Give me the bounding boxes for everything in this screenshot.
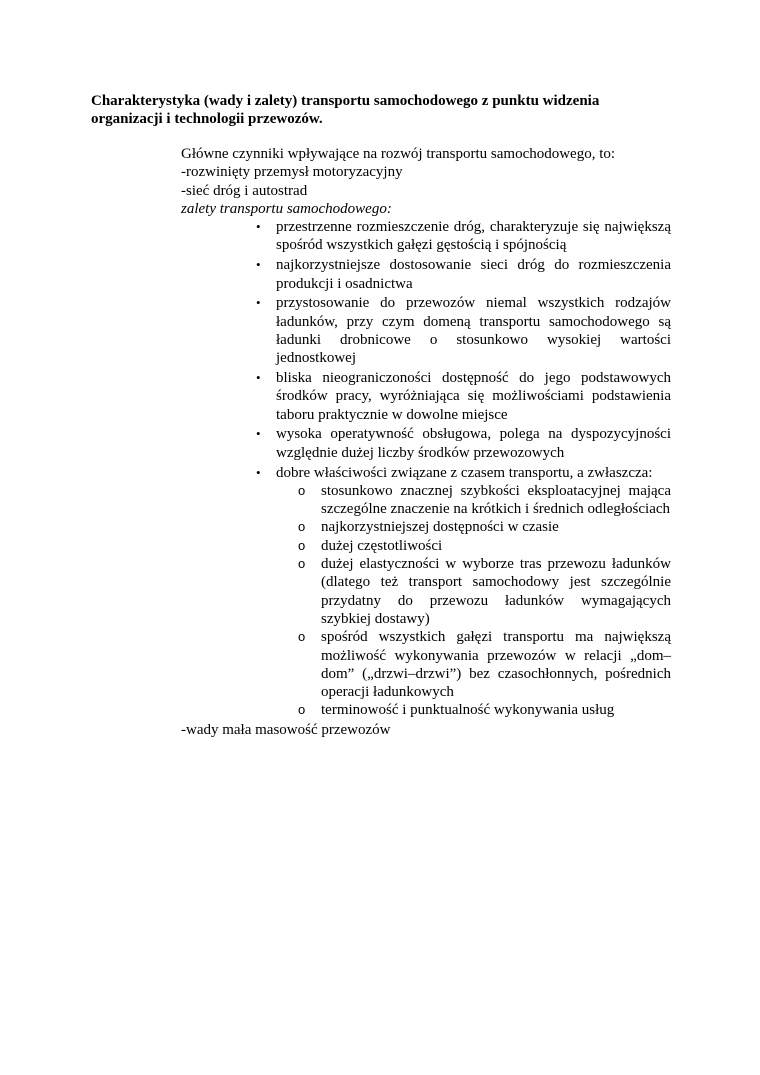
- factor-item: -rozwinięty przemysł motoryzacyjny: [181, 164, 403, 181]
- advantage-item: [256, 218, 671, 255]
- time-properties-list: [276, 482, 671, 720]
- bullet-icon: •: [256, 295, 261, 311]
- advantage-item: [256, 425, 671, 462]
- advantage-text: dobre właściwości związane z czasem transportu, a zwłaszcza:: [276, 464, 653, 481]
- factor-item: -sieć dróg i autostrad: [181, 182, 308, 199]
- advantages-heading: zalety transportu samochodowego:: [181, 200, 392, 217]
- circle-bullet-icon: o: [298, 629, 306, 645]
- time-property-text: spośród wszystkich gałęzi transportu ma największą możliwość wykonywania przewozów w relacji „dom–dom” („drzwi–drzwi”) bez czasochłonnych, pośrednich operacji ładunkowych: [321, 629, 671, 701]
- disadvantages-text: -wady mała masowość przewozów: [181, 722, 391, 739]
- time-property-item: [298, 555, 671, 628]
- time-property-item: [298, 701, 671, 719]
- bullet-icon: •: [256, 370, 261, 386]
- document-body: [181, 145, 671, 740]
- circle-bullet-icon: o: [298, 537, 306, 553]
- advantage-text: przystosowanie do przewozów niemal wszystkich rodzajów ładunków, przy czym domeną transportu samochodowego są ładunki drobnicowe o stosunkowo wysokiej wartości jednostkowej: [276, 295, 671, 367]
- circle-bullet-icon: o: [298, 556, 306, 572]
- intro-text: Główne czynniki wpływające na rozwój transportu samochodowego, to:: [181, 146, 616, 162]
- time-property-text: dużej częstotliwości: [321, 537, 443, 554]
- bullet-icon: •: [256, 464, 261, 480]
- time-property-item: [298, 518, 671, 536]
- advantage-item: [256, 256, 671, 293]
- time-property-text: stosunkowo znacznej szybkości eksploatacyjnej mająca szczególne znaczenie na krótkich i średnich odległościach: [321, 482, 671, 518]
- advantage-text: wysoka operatywność obsługowa, polega na dyspozycyjności względnie dużej liczby środków przewozowych: [276, 426, 671, 461]
- circle-bullet-icon: o: [298, 482, 306, 498]
- advantage-item: [256, 294, 671, 367]
- advantage-text: bliska nieograniczoności dostępność do jego podstawowych środków pracy, wyróżniająca się możliwościami podstawienia taboru praktycznie w dowolne miejsce: [276, 370, 671, 423]
- time-property-item: [298, 482, 671, 519]
- advantage-text: przestrzenne rozmieszczenie dróg, charakteryzuje się największą spośród wszystkich gałęzi gęstością i spójnością: [276, 219, 671, 254]
- advantage-item: [256, 464, 671, 720]
- time-property-item: [298, 628, 671, 701]
- bullet-icon: •: [256, 426, 261, 442]
- time-property-item: [298, 537, 671, 555]
- time-property-text: dużej elastyczności w wyborze tras przewozu ładunków (dlatego też transport samochodowy jest szczególnie przydatny do przewozu ładunków wymagających szybkiej dostawy): [321, 556, 671, 627]
- document-title: Charakterystyka (wady i zalety) transportu samochodowego z punktu widzenia organizacji i technologii przewozów.: [91, 93, 600, 127]
- bullet-icon: •: [256, 219, 261, 235]
- circle-bullet-icon: o: [298, 519, 306, 535]
- circle-bullet-icon: o: [298, 702, 306, 718]
- advantage-item: [256, 369, 671, 424]
- advantage-text: najkorzystniejsze dostosowanie sieci dróg do rozmieszczenia produkcji i osadnictwa: [276, 257, 671, 292]
- time-property-text: najkorzystniejszej dostępności w czasie: [321, 519, 559, 536]
- advantages-list: [181, 218, 671, 720]
- bullet-icon: •: [256, 257, 261, 273]
- time-property-text: terminowość i punktualność wykonywania usług: [321, 702, 615, 719]
